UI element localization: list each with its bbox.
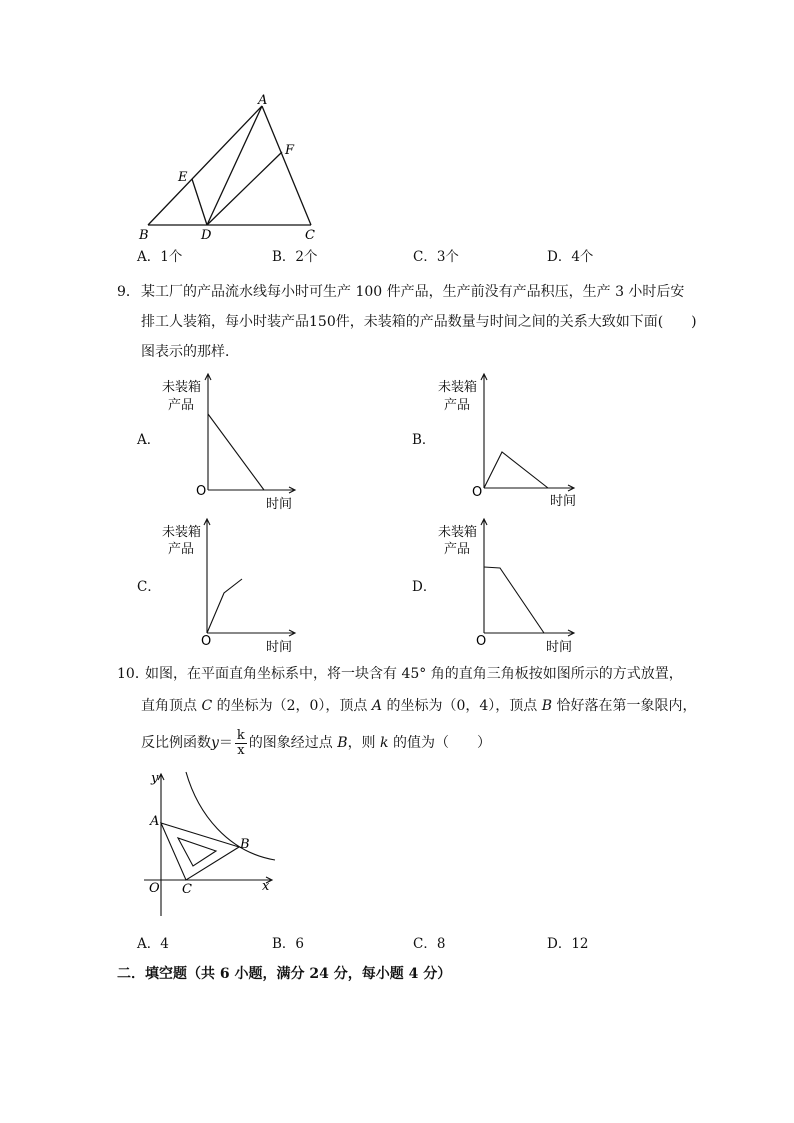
q9-option-a-letter[interactable]: A． xyxy=(137,432,161,448)
q9-text-line1: 某工厂的产品流水线每小时可生产 100 件产品，生产前没有产品积压，生产 3 小时后安 xyxy=(141,284,685,300)
q9-graph-a-ylabel1: 未装箱 xyxy=(162,380,202,395)
q9-number: 9． xyxy=(117,284,140,300)
q9-graph-d-origin: O xyxy=(476,634,487,649)
q10-line2-part4: 恰好落在第一象限内， xyxy=(552,698,697,714)
q10-fig-label-y: y xyxy=(151,771,159,786)
q10-option-b[interactable]: B．6 xyxy=(272,936,305,952)
q10-fraction-k-over-x xyxy=(235,729,247,758)
q9-text-line2: 排工人装箱，每小时装产品150件，未装箱的产品数量与时间之间的关系大致如下面( ) xyxy=(141,314,697,330)
q9-text-line3: 图表示的那样． xyxy=(141,344,239,360)
q10-option-c[interactable]: C．8 xyxy=(413,936,446,952)
q10-line3-point-b: B xyxy=(337,735,348,751)
q9-graph-a-ylabel2: 产品 xyxy=(168,398,195,413)
q10-fig-label-x: x xyxy=(262,879,270,894)
q10-option-a[interactable]: A．4 xyxy=(137,936,169,952)
q9-graph-a-origin: O xyxy=(196,484,207,499)
q10-text-line1: 如图，在平面直角坐标系中，将一块含有 45° 角的直角三角板按如图所示的方式放置， xyxy=(145,666,683,682)
q8-option-a[interactable]: A．1个 xyxy=(137,249,183,265)
q10-fraction-numerator: k xyxy=(236,727,245,743)
q10-line3-k: k xyxy=(380,735,389,751)
q10-line2-part1: 直角顶点 xyxy=(141,698,202,714)
q8-label-C: C xyxy=(305,228,315,242)
q9-graph-a-xlabel: 时间 xyxy=(266,497,293,512)
q8-option-b[interactable]: B．2个 xyxy=(272,249,318,265)
q9-graph-a[interactable] xyxy=(160,370,300,512)
q10-line3-equals: ＝ xyxy=(218,735,233,751)
q10-line3-part1: 反比例函数 xyxy=(141,735,211,751)
q9-graph-c-origin: O xyxy=(201,634,212,649)
q8-label-D: D xyxy=(201,228,212,242)
q9-graph-b[interactable] xyxy=(436,370,576,512)
q8-label-B: B xyxy=(139,228,149,242)
q10-line2-part3: 的坐标为（0，4），顶点 xyxy=(382,698,542,714)
q10-fig-label-a: A xyxy=(150,814,160,829)
q8-label-A: A xyxy=(258,93,268,108)
q8-option-c[interactable]: C．3个 xyxy=(413,249,459,265)
q9-option-c-letter[interactable]: C． xyxy=(137,579,161,595)
q10-line2-point-a: A xyxy=(371,698,383,714)
q10-line3-part2: 的图象经过点 xyxy=(248,735,338,751)
q10-fraction-denominator: x xyxy=(237,742,245,758)
q10-line3-y: y xyxy=(211,735,219,751)
q9-graph-c-ylabel1: 未装箱 xyxy=(162,525,202,540)
q10-text-line3 xyxy=(141,726,491,760)
q10-option-d[interactable]: D．12 xyxy=(547,936,589,952)
q10-line2-part2: 的坐标为（2，0），顶点 xyxy=(212,698,372,714)
q9-graph-c[interactable] xyxy=(160,515,300,657)
q8-label-E: E xyxy=(178,170,188,185)
q10-line3-part3: ，则 xyxy=(347,735,381,751)
q10-fig-label-c: C xyxy=(182,882,192,897)
q8-label-F: F xyxy=(285,143,295,158)
q8-triangle-figure xyxy=(136,92,326,242)
q10-line2-point-c: C xyxy=(201,698,213,714)
q9-graph-b-origin: O xyxy=(472,485,483,500)
q9-graph-c-xlabel: 时间 xyxy=(266,640,293,655)
q9-graph-d[interactable] xyxy=(436,515,576,657)
q10-text-line2 xyxy=(141,696,696,716)
q9-graph-d-ylabel2: 产品 xyxy=(444,542,471,557)
q9-graph-d-xlabel: 时间 xyxy=(546,640,573,655)
q9-graph-b-xlabel: 时间 xyxy=(550,494,576,509)
q10-line3-part4: 的值为（ ） xyxy=(388,735,491,751)
q9-graph-b-ylabel1: 未装箱 xyxy=(438,380,478,395)
q10-line2-point-b: B xyxy=(541,698,553,714)
q8-option-d[interactable]: D．4个 xyxy=(547,249,594,265)
q9-graph-d-ylabel1: 未装箱 xyxy=(438,525,478,540)
section-2-heading: 二．填空题（共 6 小题，满分 24 分，每小题 4 分） xyxy=(117,966,452,982)
q10-coordinate-figure xyxy=(138,768,283,920)
q9-option-b-letter[interactable]: B． xyxy=(412,432,436,448)
q10-number: 10． xyxy=(117,666,149,682)
q9-graph-c-ylabel2: 产品 xyxy=(168,542,195,557)
q9-graph-b-ylabel2: 产品 xyxy=(444,398,471,413)
q10-fig-label-b: B xyxy=(240,837,250,852)
q9-option-d-letter[interactable]: D． xyxy=(412,579,437,595)
q10-fig-label-o: O xyxy=(149,881,160,896)
